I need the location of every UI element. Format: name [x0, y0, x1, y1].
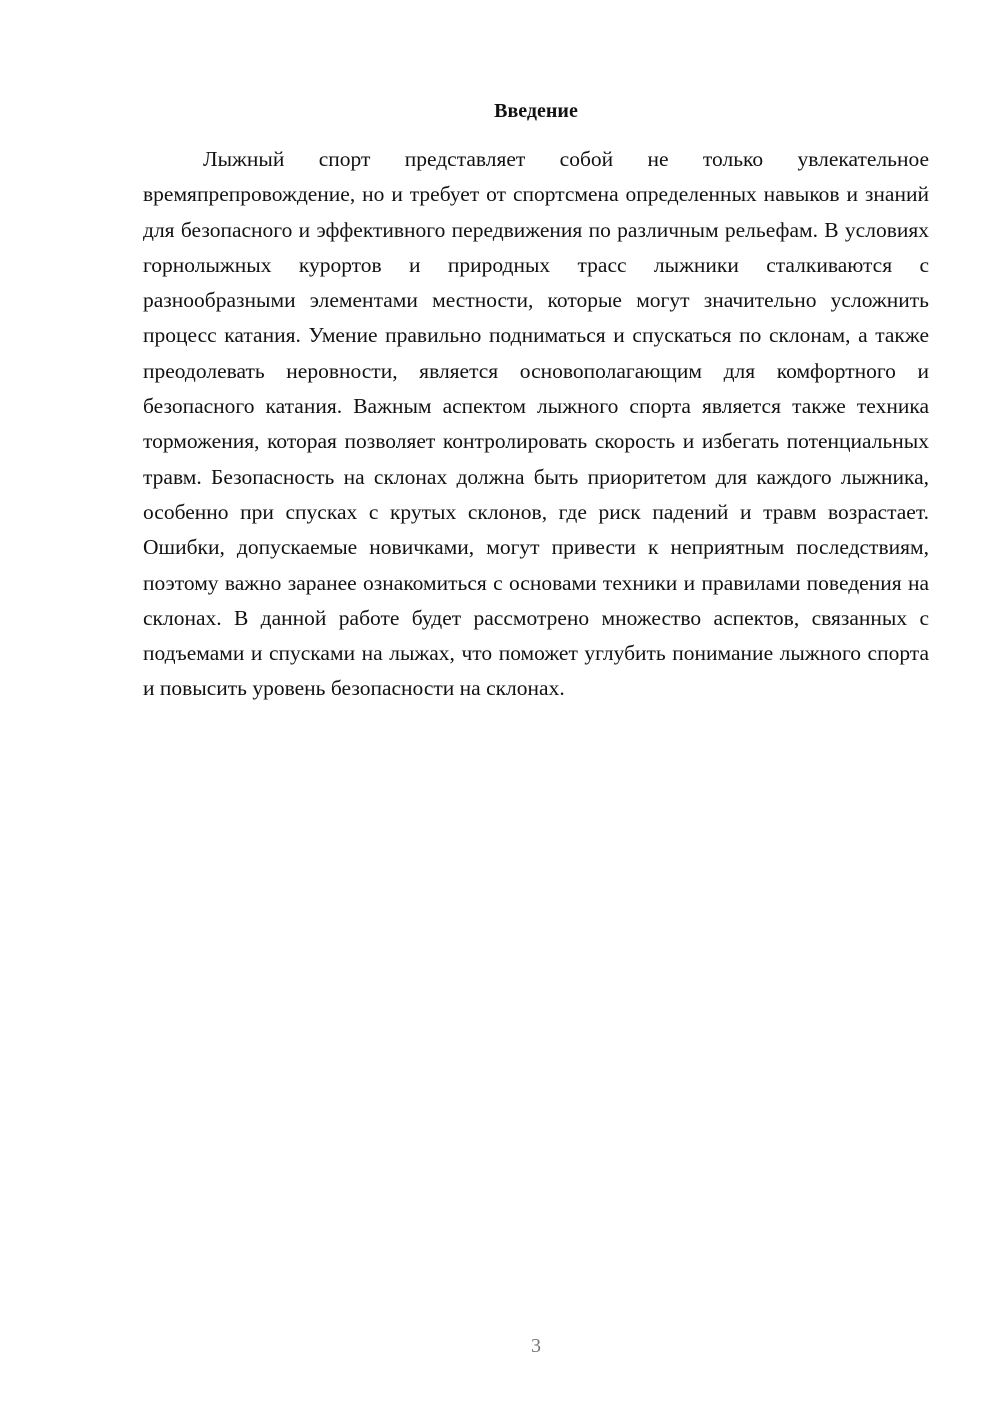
page-number: 3: [531, 1335, 541, 1357]
section-heading: Введение: [494, 100, 578, 122]
body-paragraph: Лыжный спорт представляет собой не только увлекательное времяпрепровождение, но и требует от спортсмена определенных навыков и знаний для безопасного и эффективного передвижения по различным рельефам. В условиях горнолыжных курортов и природных трасс лыжники сталкиваются с разнообразными элементами местности, которые могут значительно усложнить процесс катания. Умение правильно подниматься и спускаться по склонам, а также преодолевать неровности, является основополагающим для комфортного и безопасного катания. Важным аспектом лыжного спорта является также техника торможения, которая позволяет контролировать скорость и избегать потенциальных травм. Безопасность на склонах должна быть приоритетом для каждого лыжника, особенно при спусках с крутых склонов, где риск падений и травм возрастает. Ошибки, допускаемые новичками, могут привести к неприятным последствиям, поэтому важно заранее ознакомиться с основами техники и правилами поведения на склонах. В данной работе будет рассмотрено множество аспектов, связанных с подъемами и спусками на лыжах, что поможет углубить понимание лыжного спорта и повысить уровень безопасности на склонах.: [143, 147, 929, 701]
